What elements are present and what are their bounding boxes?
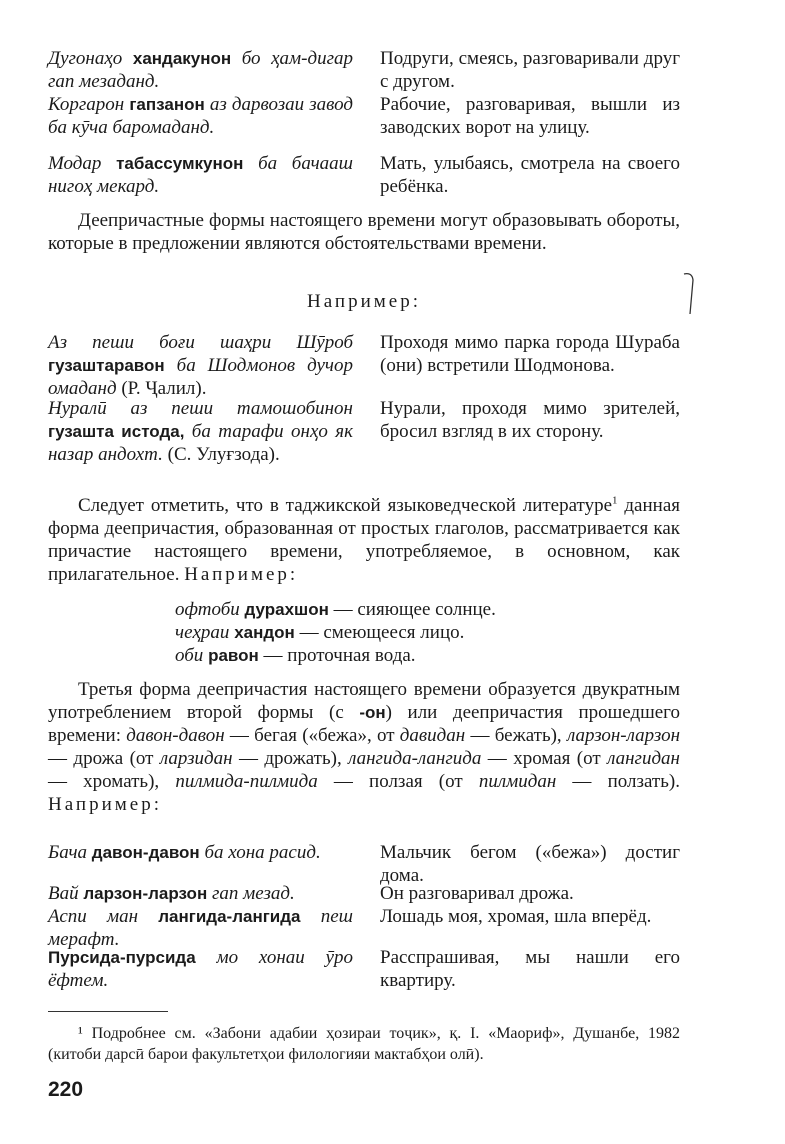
text-run: хандон: [234, 623, 295, 642]
text-run: гапзанон: [129, 95, 205, 114]
example-pair-6: [48, 841, 680, 887]
example-pair-5: [48, 397, 680, 466]
russian-translation: Мать, улыбаясь, смотрела на своего ребёнка.: [380, 153, 680, 197]
text-run: -он: [359, 703, 386, 722]
text-run: табассумкунон: [116, 154, 244, 173]
russian-translation: Мальчик бегом («бежа») достиг дома.: [380, 842, 680, 886]
text-run: — хромать),: [48, 771, 176, 792]
tajik-sentence: [48, 841, 353, 887]
text-run: (Р. Ҷалил).: [116, 378, 207, 399]
tajik-sentence: [48, 47, 353, 93]
text-run: — проточная вода.: [258, 645, 416, 666]
text-run: лангида-лангида: [348, 748, 482, 769]
tajik-sentence: [48, 397, 353, 466]
tajik-sentence: [48, 882, 353, 905]
text-run: хандакунон: [132, 49, 232, 68]
text-run: давидан: [399, 725, 466, 746]
text-run: — дрожа (от: [48, 748, 160, 769]
text-run: ба хона расид.: [199, 842, 321, 863]
text-run: — ползать).: [556, 771, 680, 792]
text-run: 1: [612, 494, 618, 507]
tajik-sentence: [48, 905, 353, 951]
text-run: — хромая (от: [481, 748, 608, 769]
text-run: — бежать),: [465, 725, 567, 746]
russian-translation: Он разговаривал дрожа.: [380, 883, 574, 904]
text-run: офтоби: [175, 599, 245, 620]
text-run: давон-давон: [91, 843, 200, 862]
russian-translation: Проходя мимо парка города Шураба (они) встретили Шодмонова.: [380, 332, 680, 376]
example-line-3: [175, 644, 625, 667]
russian-translation: Подруги, смеясь, разговаривали друг с другом.: [380, 48, 680, 92]
participle-examples: [175, 598, 625, 667]
example-line-1: [175, 598, 625, 621]
text-run: оби: [175, 645, 209, 666]
tajik-sentence: [48, 946, 353, 992]
text-run: Бача: [48, 842, 92, 863]
text-run: — бегая («бежа», от: [224, 725, 400, 746]
text-run: лангидан: [607, 748, 680, 769]
text-run: Например:: [48, 794, 162, 815]
paragraph-third-form: [48, 678, 680, 816]
example-pair-1: [48, 47, 680, 93]
text-run: ) или деепричастия прошедшего времени:: [48, 702, 680, 746]
text-run: ба Шодмонов дучор омаданд: [48, 355, 353, 399]
text-run: пилмида-пилмида: [175, 771, 318, 792]
text-run: — дрожать),: [232, 748, 349, 769]
text-run: Дугонаҳо: [48, 48, 133, 69]
text-run: ларзидан: [159, 748, 233, 769]
tajik-sentence: [48, 331, 353, 400]
text-run: гап мезад.: [207, 883, 295, 904]
text-run: Вай: [48, 883, 84, 904]
text-run: ларзон-ларзон: [83, 884, 208, 903]
page-number: 220: [48, 1078, 84, 1101]
text-run: Третья форма деепричастия настоящего времени образуется двукратным употреблением второй формы (с: [48, 679, 680, 723]
footnote-divider: [48, 1011, 168, 1012]
text-run: — смеющееся лицо.: [294, 622, 465, 643]
text-run: мо хонаи ӯро ёфтем.: [48, 947, 353, 991]
text-run: гузаштаравон: [48, 356, 165, 375]
tajik-sentence: [48, 93, 353, 139]
margin-bracket-mark: [680, 270, 700, 320]
russian-translation: Лошадь моя, хромая, шла вперёд.: [380, 906, 652, 927]
text-run: Пурсида-пурсида: [48, 948, 196, 967]
text-run: ба тарафи онҳо як назар андохт.: [48, 421, 354, 465]
text-run: Аспи ман: [48, 906, 159, 927]
paragraph-adverbial-phrases: Деепричастные формы настоящего времени могут образовывать обороты, которые в предложении являются обстоятельствами времени.: [48, 210, 680, 254]
example-pair-7: [48, 882, 680, 905]
text-run: равон: [208, 646, 259, 665]
russian-translation: Нурали, проходя мимо зрителей, бросил взгляд в их сторону.: [380, 398, 680, 442]
text-run: дурахшон: [244, 600, 329, 619]
tajik-sentence: [48, 152, 353, 198]
text-run: аз дарвозаи завод ба кӯча баромаданд.: [48, 94, 353, 138]
text-run: чеҳраи: [175, 622, 235, 643]
text-run: пеш мерафт.: [48, 906, 353, 950]
text-run: данная форма деепричастия, образованная от простых глаголов, рассматривается как причастие настоящего времени, употребляемое, в основном, как прилагательное.: [48, 495, 681, 585]
russian-translation: Рабочие, разговаривая, вышли из заводских ворот на улицу.: [380, 94, 680, 138]
text-run: Следует отметить, что в таджикской языковедческой литературе: [78, 495, 613, 516]
russian-translation: Расспрашивая, мы нашли его квартиру.: [380, 947, 680, 991]
footnote: ¹ Подробнее см. «Забони адабии ҳозираи тоҷик», қ. I. «Маориф», Душанбе, 1982 (китоби дарсӣ барои факультетҳои филологияи мактабҳои олӣ).: [48, 1025, 680, 1063]
text-run: гузашта истода,: [48, 422, 185, 441]
example-pair-4: [48, 331, 680, 400]
example-pair-2: [48, 93, 680, 139]
paragraph-participle-note: [48, 494, 680, 586]
text-run: давон-давон: [126, 725, 225, 746]
text-run: (С. Улуғзода).: [162, 444, 280, 465]
text-run: — сияющее солнце.: [328, 599, 496, 620]
text-run: Аз пеши боғи шаҳри Шӯроб: [48, 332, 353, 353]
text-run: ба бачааш нигоҳ мекард.: [48, 153, 353, 197]
text-run: Например:: [184, 564, 299, 585]
text-run: бо ҳам-дигар гап мезаданд.: [48, 48, 354, 92]
text-run: ларзон-ларзон: [566, 725, 680, 746]
text-run: пилмидан: [478, 771, 557, 792]
text-run: Нуралӣ аз пеши тамошобинон: [48, 398, 353, 419]
example-pair-8: [48, 905, 680, 951]
example-line-2: [175, 621, 625, 644]
text-run: лангида-лангида: [158, 907, 301, 926]
example-pair-9: [48, 946, 680, 992]
example-pair-3: [48, 152, 680, 198]
text-run: Модар: [48, 153, 117, 174]
text-run: — ползая (от: [317, 771, 479, 792]
naprimer-heading: Например:: [307, 291, 421, 312]
text-run: Коргарон: [48, 94, 130, 115]
